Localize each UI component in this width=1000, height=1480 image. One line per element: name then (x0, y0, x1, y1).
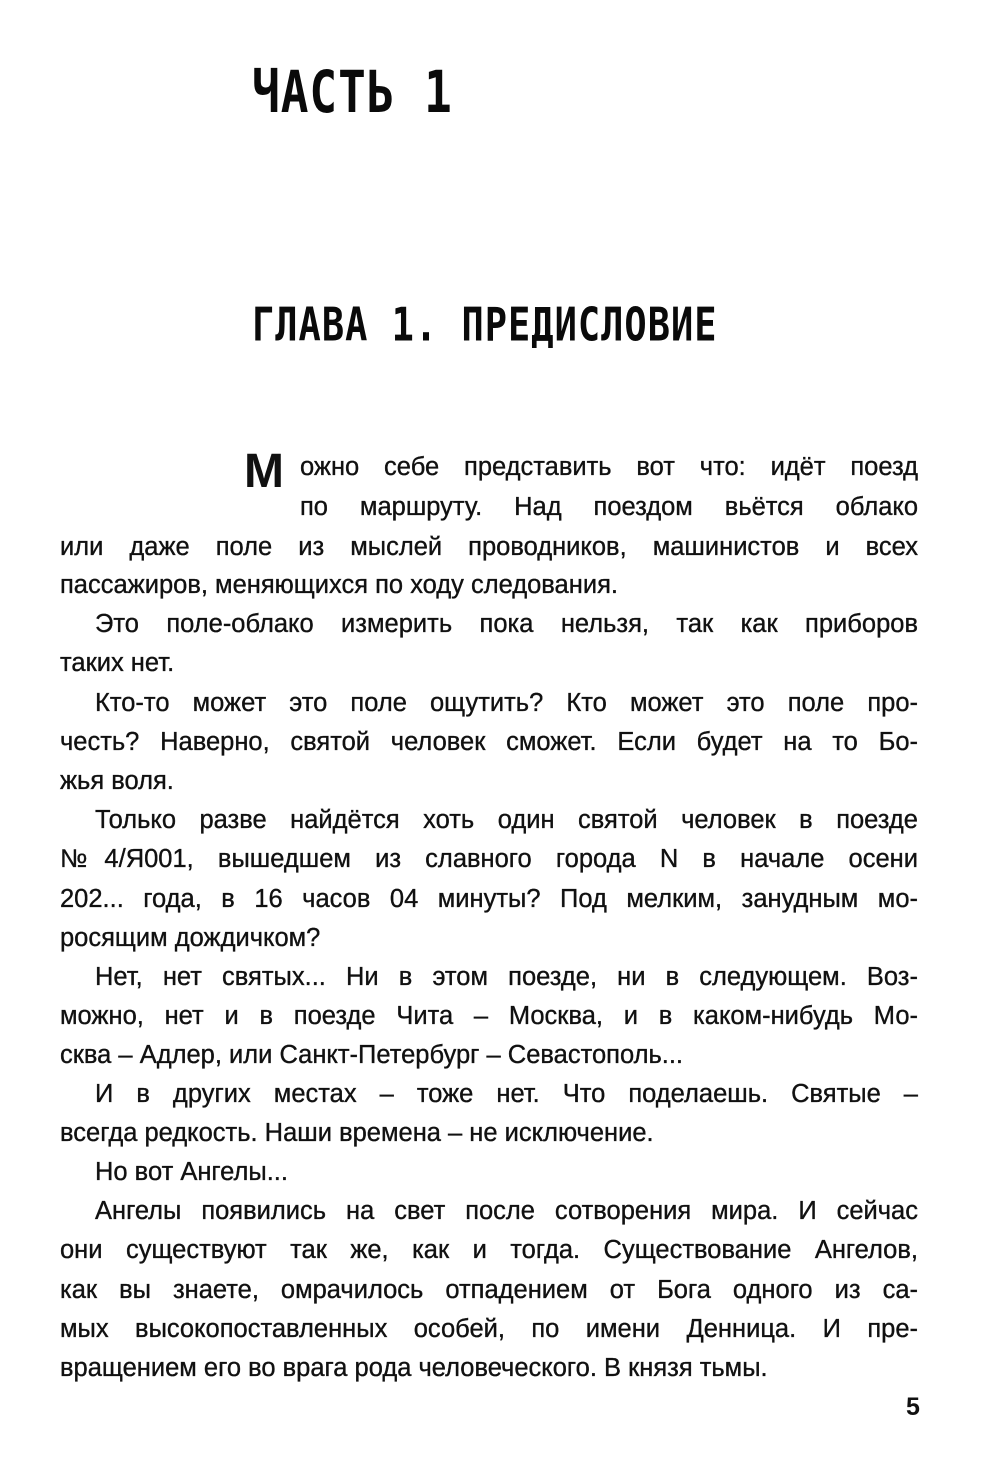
text-line: мых высокопоставленных особей, по имени Денница. И пре- (60, 1315, 918, 1343)
text-line: всегда редкость. Наши времена – не исключение. (60, 1119, 654, 1147)
text-line: росящим дождичком? (60, 924, 321, 952)
text-line: Нет, нет святых... Ни в этом поезде, ни в следующем. Воз- (95, 963, 918, 991)
text-line: Только разве найдётся хоть один святой человек в поезде (95, 806, 918, 834)
text-line: Кто-то может это поле ощутить? Кто может это поле про- (95, 689, 918, 717)
text-line: Ангелы появились на свет после сотворения мира. И сейчас (95, 1197, 918, 1225)
text-line: Это поле-облако измерить пока нельзя, так как приборов (95, 610, 918, 638)
text-line: пассажиров, меняющихся по ходу следования. (60, 571, 618, 599)
text-line: таких нет. (60, 649, 175, 677)
text-line: как вы знаете, омрачилось отпадением от Бога одного из са- (60, 1276, 918, 1304)
text-line: жья воля. (60, 767, 174, 795)
text-line: сква – Адлер, или Санкт-Петербург – Севастополь... (60, 1041, 684, 1069)
drop-cap: М (244, 445, 284, 498)
text-line: они существуют так же, как и тогда. Существование Ангелов, (60, 1236, 918, 1264)
text-line: ожно себе представить вот что: идёт поезд (300, 453, 918, 481)
text-line: №4/Я001, вышедшем из славного города N в начале осени (60, 845, 918, 873)
text-line: или даже поле из мыслей проводников, машинистов и всех (60, 533, 918, 561)
text-line: 202... года, в 16 часов 04 минуты? Под мелким, занудным мо- (60, 885, 918, 913)
page-number: 5 (906, 1393, 920, 1421)
text-line: И в других местах – тоже нет. Что поделаешь. Святые – (95, 1080, 918, 1108)
text-line: вращением его во врага рода человеческого. В князя тьмы. (60, 1354, 768, 1382)
text-line: можно, нет и в поезде Чита – Москва, и в каком-нибудь Мо- (60, 1002, 918, 1030)
text-line: Но вот Ангелы... (95, 1158, 288, 1186)
text-line: по маршруту. Над поездом вьётся облако (300, 493, 918, 521)
text-line: честь? Наверно, святой человек сможет. Если будет на то Бо- (60, 728, 918, 756)
part-title: ЧАСТЬ 1 (252, 58, 453, 126)
chapter-title: ГЛАВА 1. ПРЕДИСЛОВИЕ (252, 298, 718, 352)
